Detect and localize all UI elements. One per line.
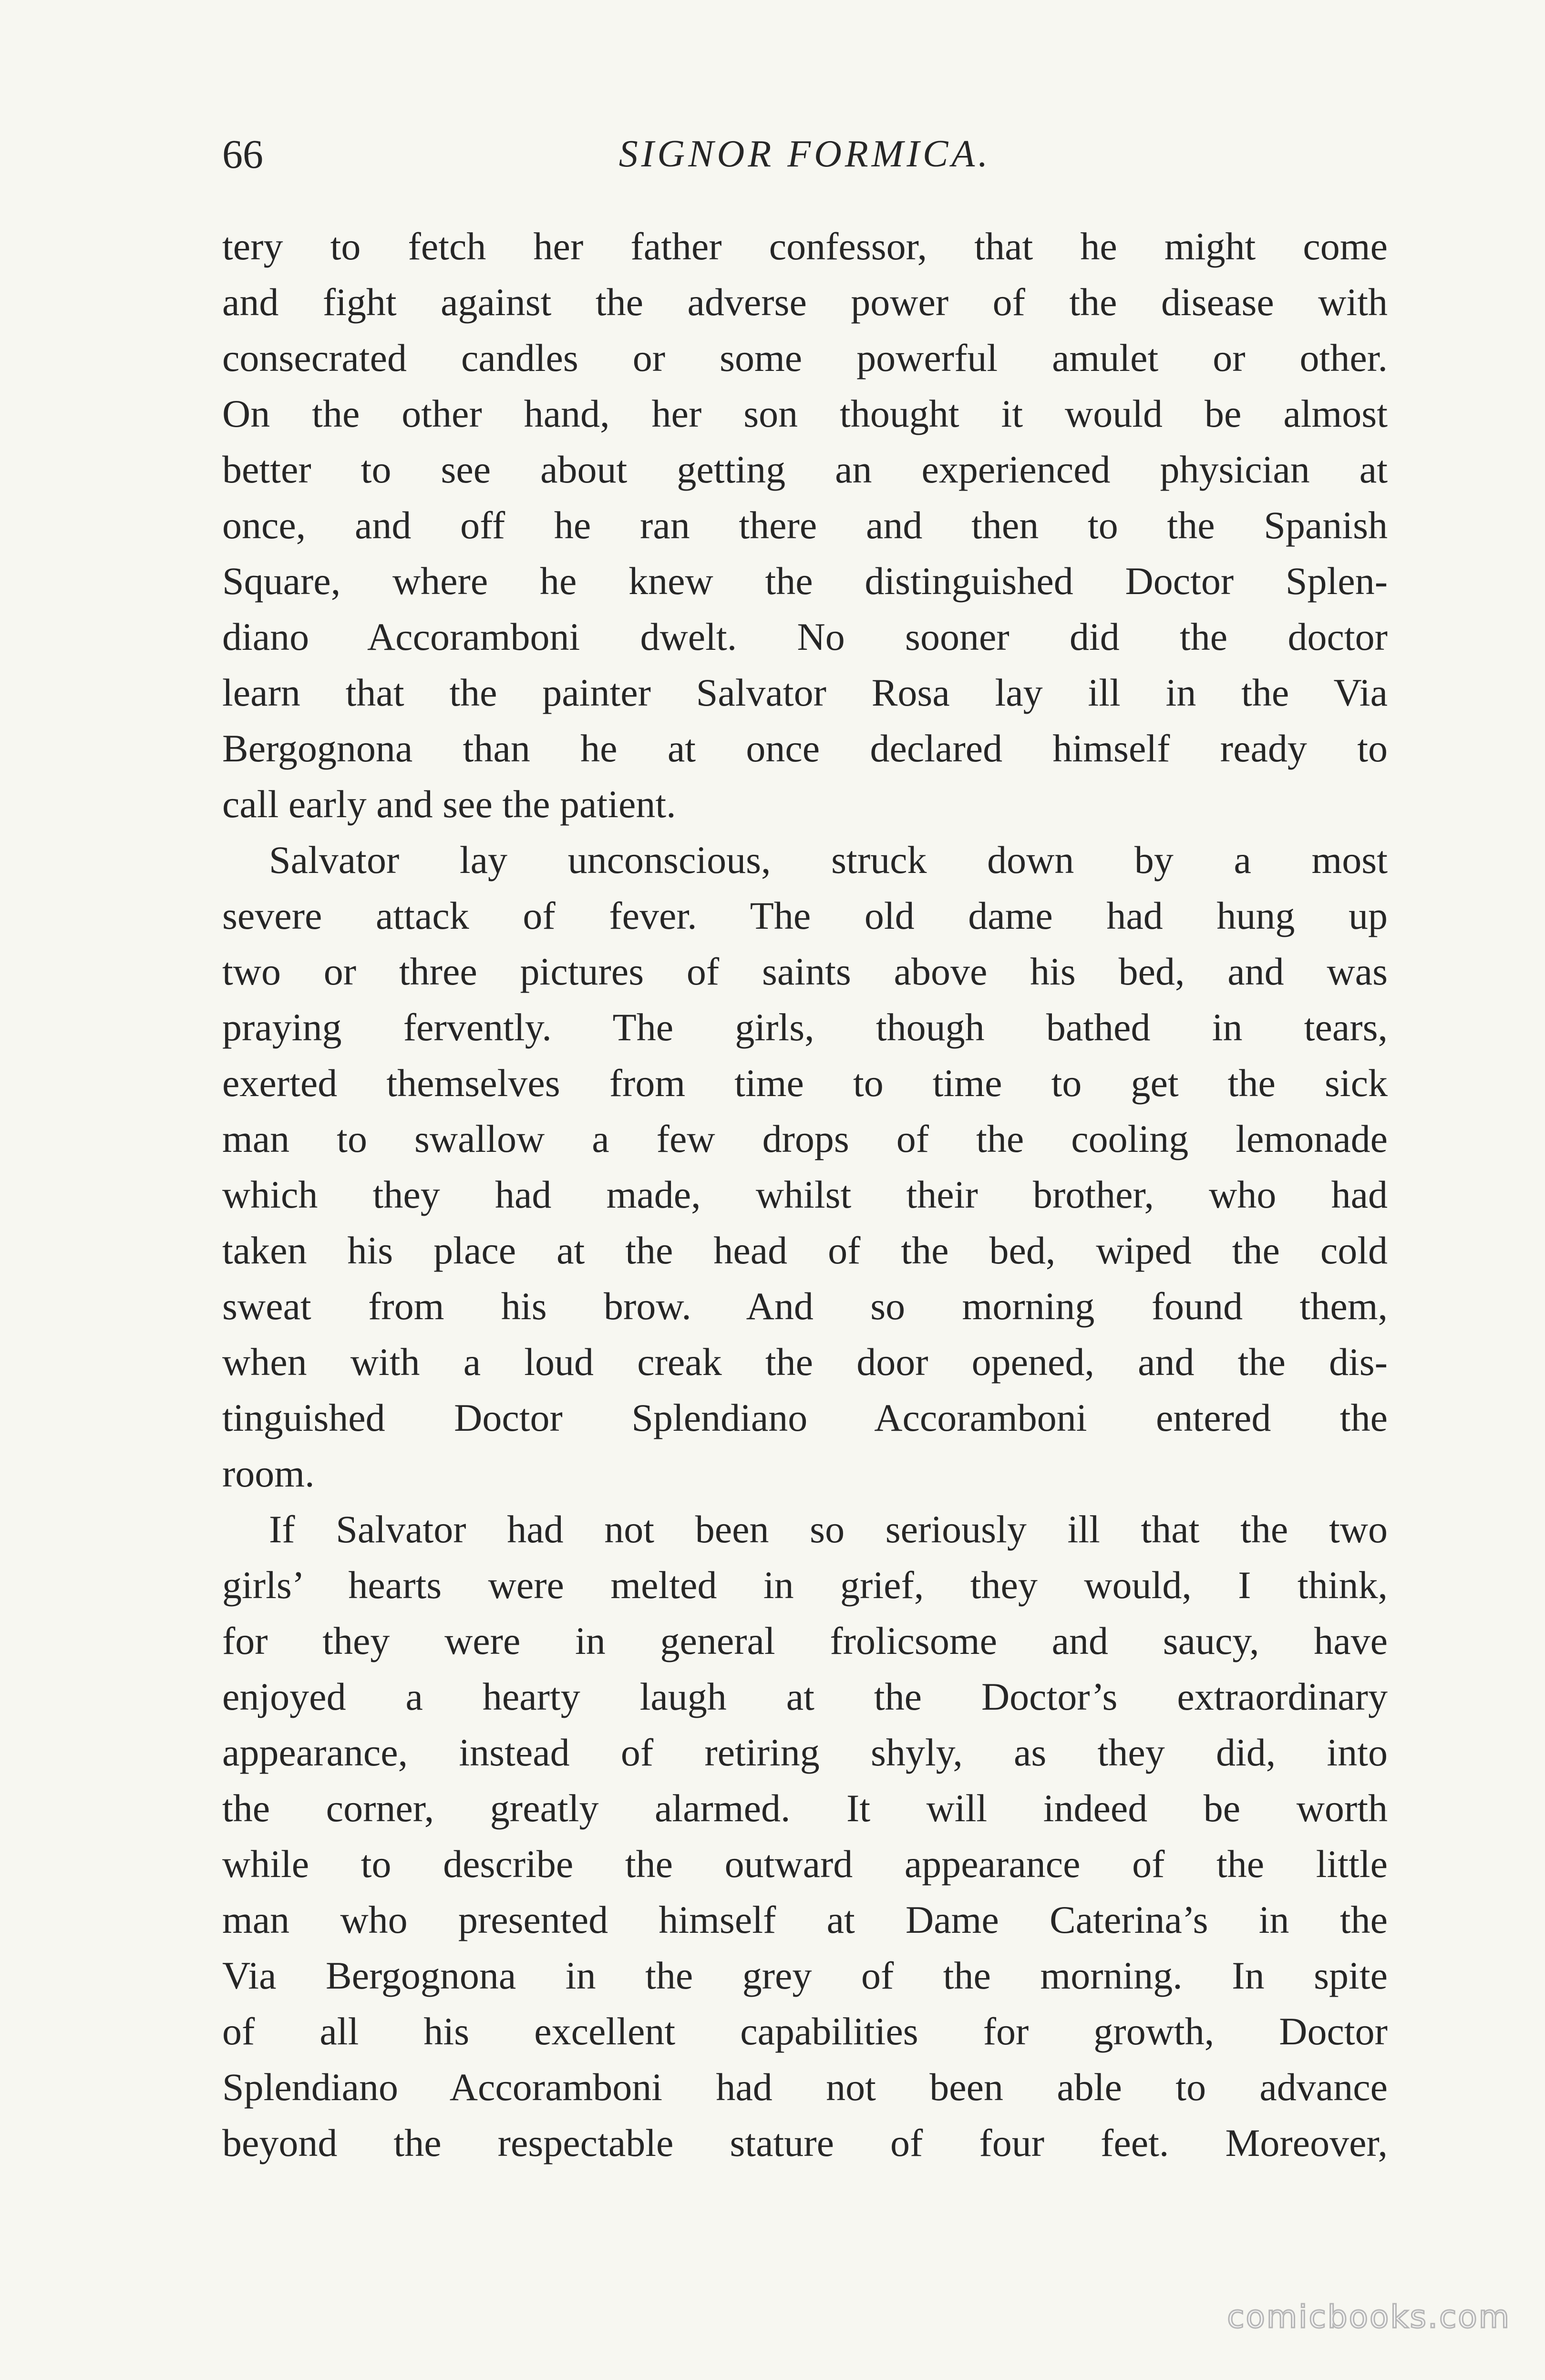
text-line: Bergognona than he at once declared himself ready to <box>222 727 1388 770</box>
text-line: which they had made, whilst their brother, who had <box>222 1173 1388 1216</box>
text-line: severe attack of fever. The old dame had hung up <box>222 894 1388 937</box>
text-line: and fight against the adverse power of the disease with <box>222 280 1388 324</box>
text-line: If Salvator had not been so seriously ill that the two <box>269 1508 1388 1551</box>
watermark: comicbooks.com <box>1227 2298 1511 2335</box>
page-number: 66 <box>222 131 263 177</box>
text-line: On the other hand, her son thought it would be almost <box>222 392 1388 435</box>
text-line: man to swallow a few drops of the cooling lemonade <box>222 1117 1388 1160</box>
text-line: Salvator lay unconscious, struck down by a most <box>269 838 1388 882</box>
text-line: of all his excellent capabilities for growth, Doctor <box>222 2010 1388 2053</box>
text-line: tery to fetch her father confessor, that he might come <box>222 225 1388 268</box>
text-line: Square, where he knew the distinguished Doctor Splen- <box>222 559 1388 603</box>
body-text <box>222 218 1388 2171</box>
text-line: learn that the painter Salvator Rosa lay ill in the Via <box>222 671 1388 714</box>
text-line: exerted themselves from time to time to get the sick <box>222 1061 1388 1105</box>
text-line: man who presented himself at Dame Caterina’s in the <box>222 1898 1388 1941</box>
text-line: tinguished Doctor Splendiano Accoramboni entered the <box>222 1396 1388 1439</box>
text-line: enjoyed a hearty laugh at the Doctor’s extraordinary <box>222 1675 1388 1718</box>
text-line: praying fervently. The girls, though bathed in tears, <box>222 1005 1388 1049</box>
text-line: sweat from his brow. And so morning found them, <box>222 1284 1388 1328</box>
text-line: girls’ hearts were melted in grief, they would, I think, <box>222 1563 1388 1607</box>
running-title: SIGNOR FORMICA. <box>618 133 991 175</box>
running-head <box>222 128 1388 180</box>
text-line: consecrated candles or some powerful amulet or other. <box>222 336 1388 380</box>
text-line: call early and see the patient. <box>222 782 676 826</box>
text-line: taken his place at the head of the bed, wiped the cold <box>222 1229 1388 1272</box>
text-line: the corner, greatly alarmed. It will indeed be worth <box>222 1786 1388 1830</box>
text-line: while to describe the outward appearance of the little <box>222 1842 1388 1886</box>
text-line: Splendiano Accoramboni had not been able to advance <box>222 2065 1388 2109</box>
text-line: once, and off he ran there and then to the Spanish <box>222 503 1388 547</box>
text-line: when with a loud creak the door opened, and the dis- <box>222 1340 1388 1384</box>
text-line: room. <box>222 1452 315 1495</box>
text-line: for they were in general frolicsome and saucy, have <box>222 1619 1388 1662</box>
text-line: beyond the respectable stature of four feet. Moreover, <box>222 2121 1388 2165</box>
text-line: Via Bergognona in the grey of the morning. In spite <box>222 1954 1388 1997</box>
text-line: better to see about getting an experienced physician at <box>222 448 1388 491</box>
text-line: diano Accoramboni dwelt. No sooner did the doctor <box>222 615 1388 658</box>
text-line: two or three pictures of saints above his bed, and was <box>222 950 1388 993</box>
text-line: appearance, instead of retiring shyly, as they did, into <box>222 1731 1388 1774</box>
